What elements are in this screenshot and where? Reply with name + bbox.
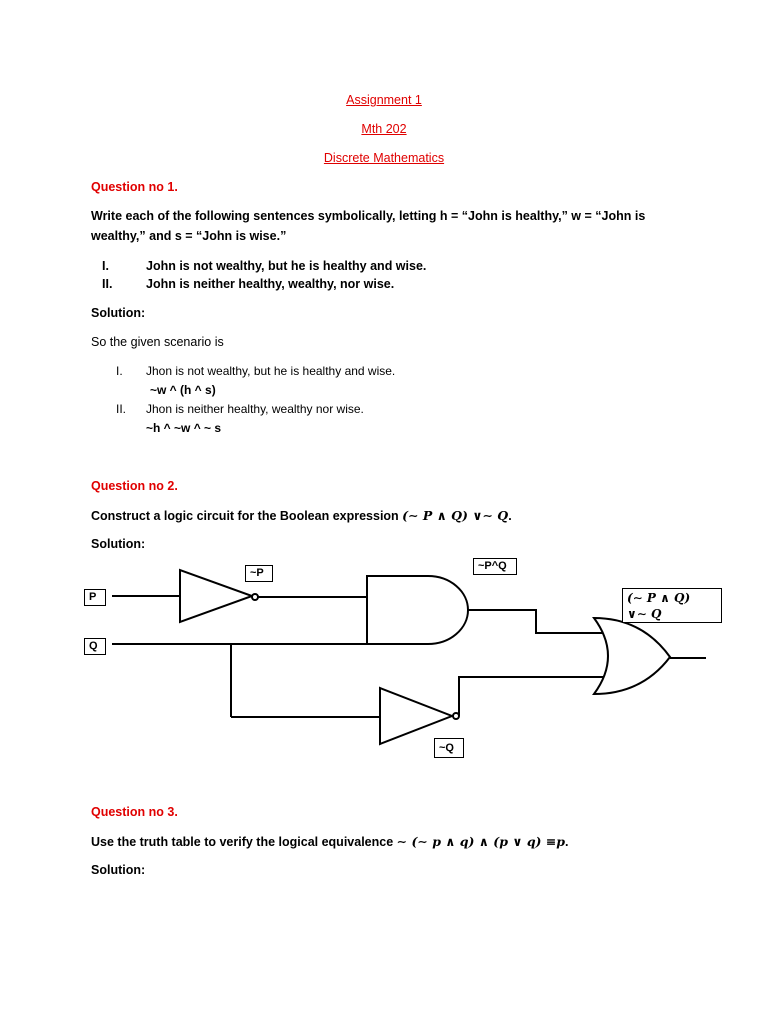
output-expression-line1: (∼ P ∧ Q) — [627, 591, 691, 605]
q2-heading: Question no 2. — [91, 479, 178, 493]
course-name: Discrete Mathematics — [323, 151, 445, 165]
q2-prompt-end: . — [508, 509, 512, 523]
q2-prompt — [91, 508, 512, 523]
input-label-p: P — [84, 589, 106, 606]
q1-solution-intro: So the given scenario is — [91, 335, 224, 349]
q1-answer-text: Jhon is not wealthy, but he is healthy and wise. — [146, 364, 396, 378]
q1-prompt-line1: Write each of the following sentences symbolically, letting h = “John is healthy,” w = “John is — [91, 209, 646, 223]
logic-circuit-diagram — [0, 540, 768, 770]
q1-answer-number: II. — [116, 402, 127, 416]
course-code: Mth 202 — [361, 122, 407, 136]
q3-heading: Question no 3. — [91, 805, 178, 819]
output-expression-line2: ∨∼ Q — [627, 607, 662, 621]
not-gate-q — [380, 688, 452, 744]
or-gate — [594, 618, 670, 694]
q3-equivalence-expression: ∼ (∼ p ∧ q) ∧ (p ∨ q) ≡p — [396, 834, 566, 849]
q2-prompt-text: Construct a logic circuit for the Boolean expression — [91, 509, 403, 523]
q1-answer-expression: ~w ^ (h ^ s) — [150, 383, 216, 397]
input-label-q: Q — [84, 638, 106, 655]
q1-answer-number: I. — [116, 364, 123, 378]
label-not-q: ~Q — [434, 738, 464, 758]
label-and-output: ~P^Q — [473, 558, 517, 575]
wire-not-q — [459, 677, 607, 716]
label-not-p: ~P — [245, 565, 273, 582]
q2-boolean-expression: (∼ P ∧ Q) ∨∼ Q — [402, 508, 509, 523]
q1-answer-text: Jhon is neither healthy, wealthy nor wise. — [146, 402, 364, 416]
not-gate-p-bubble — [252, 594, 258, 600]
q3-prompt-text: Use the truth table to verify the logical equivalence — [91, 835, 397, 849]
q1-solution-label: Solution: — [91, 306, 146, 320]
wire-and-output — [468, 610, 607, 633]
q3-prompt-end: . — [565, 835, 569, 849]
q1-item-number: I. — [102, 259, 109, 273]
q1-prompt-line2: wealthy,” and s = “John is wise.” — [91, 229, 287, 243]
q3-prompt — [91, 834, 569, 849]
assignment-title: Assignment 1 — [346, 93, 422, 107]
not-gate-p — [180, 570, 252, 622]
q1-item-number: II. — [102, 277, 113, 291]
label-output-expression — [622, 588, 722, 623]
q3-solution-label: Solution: — [91, 863, 146, 877]
and-gate — [367, 576, 468, 644]
q2-solution-label: Solution: — [91, 537, 146, 551]
q1-item-text: John is neither healthy, wealthy, nor wise. — [146, 277, 395, 291]
q1-item-text: John is not wealthy, but he is healthy and wise. — [146, 259, 427, 273]
q1-heading: Question no 1. — [91, 180, 178, 194]
q1-answer-expression: ~h ^ ~w ^ ~ s — [146, 421, 222, 435]
